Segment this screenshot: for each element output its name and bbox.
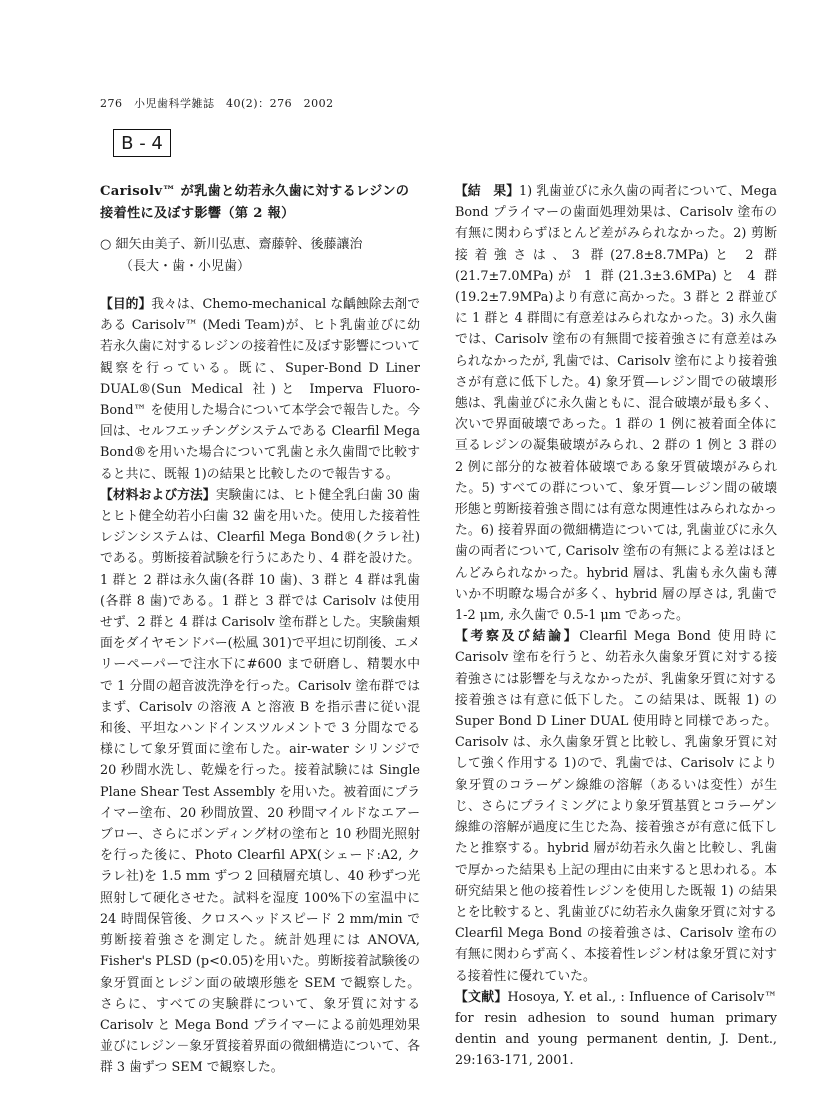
references-paragraph (455, 987, 777, 1072)
session-badge: B - 4 (113, 129, 171, 157)
methods-text: 実験歯には、ヒト健全乳臼歯 30 歯とヒト健全幼若小臼歯 32 歯を用いた。使用した接着性レジンシステムは、Clearfil Mega Bond®(クラレ社)である。剪断接着試験を行うにあたり、4 群を設けた。1 群と 2 群は永久歯(各群 10 歯)、3 群と 4 群は乳歯(各群 8 歯)である。1 群と 3 群では Carisolv は使用せず、2 群と 4 群は Carisolv 塗布群とした。実験歯頬面をダイヤモンドバー(松風 301)で平坦に切削後、エメリーペーパーで注水下に#600 まで研磨し、精製水中で 1 分間の超音波洗浄を行った。Carisolv 塗布群ではまず、Carisolv の溶液 A と溶液 B を指示書に従い混和後、平坦なハンドインスツルメントで 3 分間なでる様にして象牙質面に塗布した。air-water シリンジで 20 秒間水洗し、乾燥を行った。接着試験には Single Plane Shear Test Assembly を用いた。被着面にプライマー塗布、20 秒間放置、20 秒間マイルドなエアーブロー、さらにボンディング材の塗布と 10 秒間光照射を行った後に、Photo Clearfil APX(シェード:A2, クラレ社)を 1.5 mm ずつ 2 回積層充填し、40 秒ずつ光照射して硬化させた。試料を湿度 100%下の室温中に 24 時間保管後、クロスヘッドスピード 2 mm/min で剪断接着強さを測定した。統計処理には ANOVA, Fisher's PLSD (p<0.05)を用いた。剪断接着試験後の象牙質面とレジン面の破壊形態を SEM で観察した。さらに、すべての実験群について、象牙質に対する Carisolv と Mega Bond プライマーによる前処理効果並びにレジン－象牙質接着界面の微細構造について、各群 3 歯ずつ SEM で観察した。 (100, 487, 420, 1076)
methods-paragraph (100, 485, 420, 1079)
purpose-paragraph (100, 294, 420, 485)
affiliation: （長大・歯・小児歯） (120, 259, 251, 274)
author-block (100, 234, 420, 278)
results-heading: 【結 果】 (455, 184, 520, 199)
journal-header: 276 小児歯科学雑誌 40(2)：276 2002 (100, 97, 334, 110)
paper-title: Carisolv™ が乳歯と幼若永久歯に対するレジンの接着性に及ぼす影響（第 2 報） (100, 184, 410, 221)
purpose-heading: 【目的】 (100, 297, 152, 312)
results-paragraph (455, 181, 777, 626)
methods-heading: 【材料および方法】 (100, 487, 216, 503)
results-text: 1) 乳歯並びに永久歯の両者について、Mega Bond プライマーの歯面処理効果は、Carisolv 塗布の有無に関わらずほとんど差がみられなかった。2) 剪断接着強さは、3 群(27.8±8.7MPa)と 2 群(21.7±7.0MPa)が 1 群(21.3±3.6MPa)と 4 群(19.2±7.9MPa)より有意に高かった。3 群と 2 群並びに 1 群と 4 群間に有意差はみられなかった。3) 永久歯では、Carisolv 塗布の有無間で接着強さに有意差はみられなかったが, 乳歯では、Carisolv 塗布により接着強さが有意に低下した。4) 象牙質―レジン間での破壊形態は、乳歯並びに永久歯ともに、混合破壊が最も多く、次いで界面破壊であった。1 群の 1 例に被着面全体に亘るレジンの凝集破壊がみられ、2 群の 1 例と 3 群の 2 例に部分的な被着体破壊である象牙質破壊がみられた。5) すべての群について、象牙質―レジン間の破壊形態と剪断接着強さ間には有意な関連性はみられなかった。6) 接着界面の微細構造については, 乳歯並びに永久歯の両者について, Carisolv 塗布の有無による差はほとんどみられなかった。hybrid 層は、乳歯も永久歯も薄いか不明瞭な場合が多く、hybrid 層の厚さは, 乳歯で 1-2 μm, 永久歯で 0.5-1 μm であった。 (455, 184, 778, 624)
left-column (100, 294, 420, 1079)
discussion-paragraph (455, 626, 777, 986)
discussion-text: Clearfil Mega Bond 使用時に Carisolv 塗布を行うと、幼若永久歯象牙質に対する接着強さには影響を与えなかったが、乳歯象牙質に対する接着強さは有意に低下した。この結果は、既報 1) の Super Bond D Liner DUAL 使用時と同様であった。Carisolv は、永久歯象牙質と比較し、乳歯象牙質に対して強く作用する 1)ので、乳歯では、Carisolv により象牙質のコラーゲン線維の溶解（あるいは変性）が生じ、さらにプライミングにより象牙質基質とコラーゲン線維の溶解が過度に生じた為、接着強さが有意に低下したと推察する。hybrid 層が幼若永久歯と比較し、乳歯で厚かった結果も上記の理由に由来すると思われる。本研究結果と他の接着性レジンを使用した既報 1) の結果とを比較すると、乳歯並びに幼若永久歯象牙質に対する Clearfil Mega Bond の接着強さは、Carisolv 塗布の有無に関わらず高く、本接着性レジン材は象牙質に対する接着性に優れていた。 (455, 629, 777, 984)
references-heading: 【文献】 (455, 989, 508, 1005)
author-names: ○ 細矢由美子、新川弘恵、齋藤幹、後藤讓治 (100, 237, 363, 252)
purpose-text: 我々は、Chemo-mechanical な齲蝕除去剤である Carisolv™ (Medi Team)が、ヒト乳歯並びに幼若永久歯に対するレジンの接着性に及ぼす影響について観察を行っている。既に、Super-Bond D Liner DUAL®(Sun Medical 社)と Imperva Fluoro-Bond™ を使用した場合について本学会で報告した。今回は、セルフエッチングシステムである Clearfil Mega Bond®を用いた場合について乳歯と永久歯間で比較すると共に、既報 1)の結果と比較したので報告する。 (100, 297, 420, 482)
references-text: Hosoya, Y. et al., : Influence of Carisolv™ for resin adhesion to sound human primary dentin and young permanent dentin, J. Dent., 29:163-171, 2001. (455, 989, 777, 1069)
right-column (455, 181, 777, 1072)
discussion-heading: 【考察及び結論】 (455, 629, 580, 645)
